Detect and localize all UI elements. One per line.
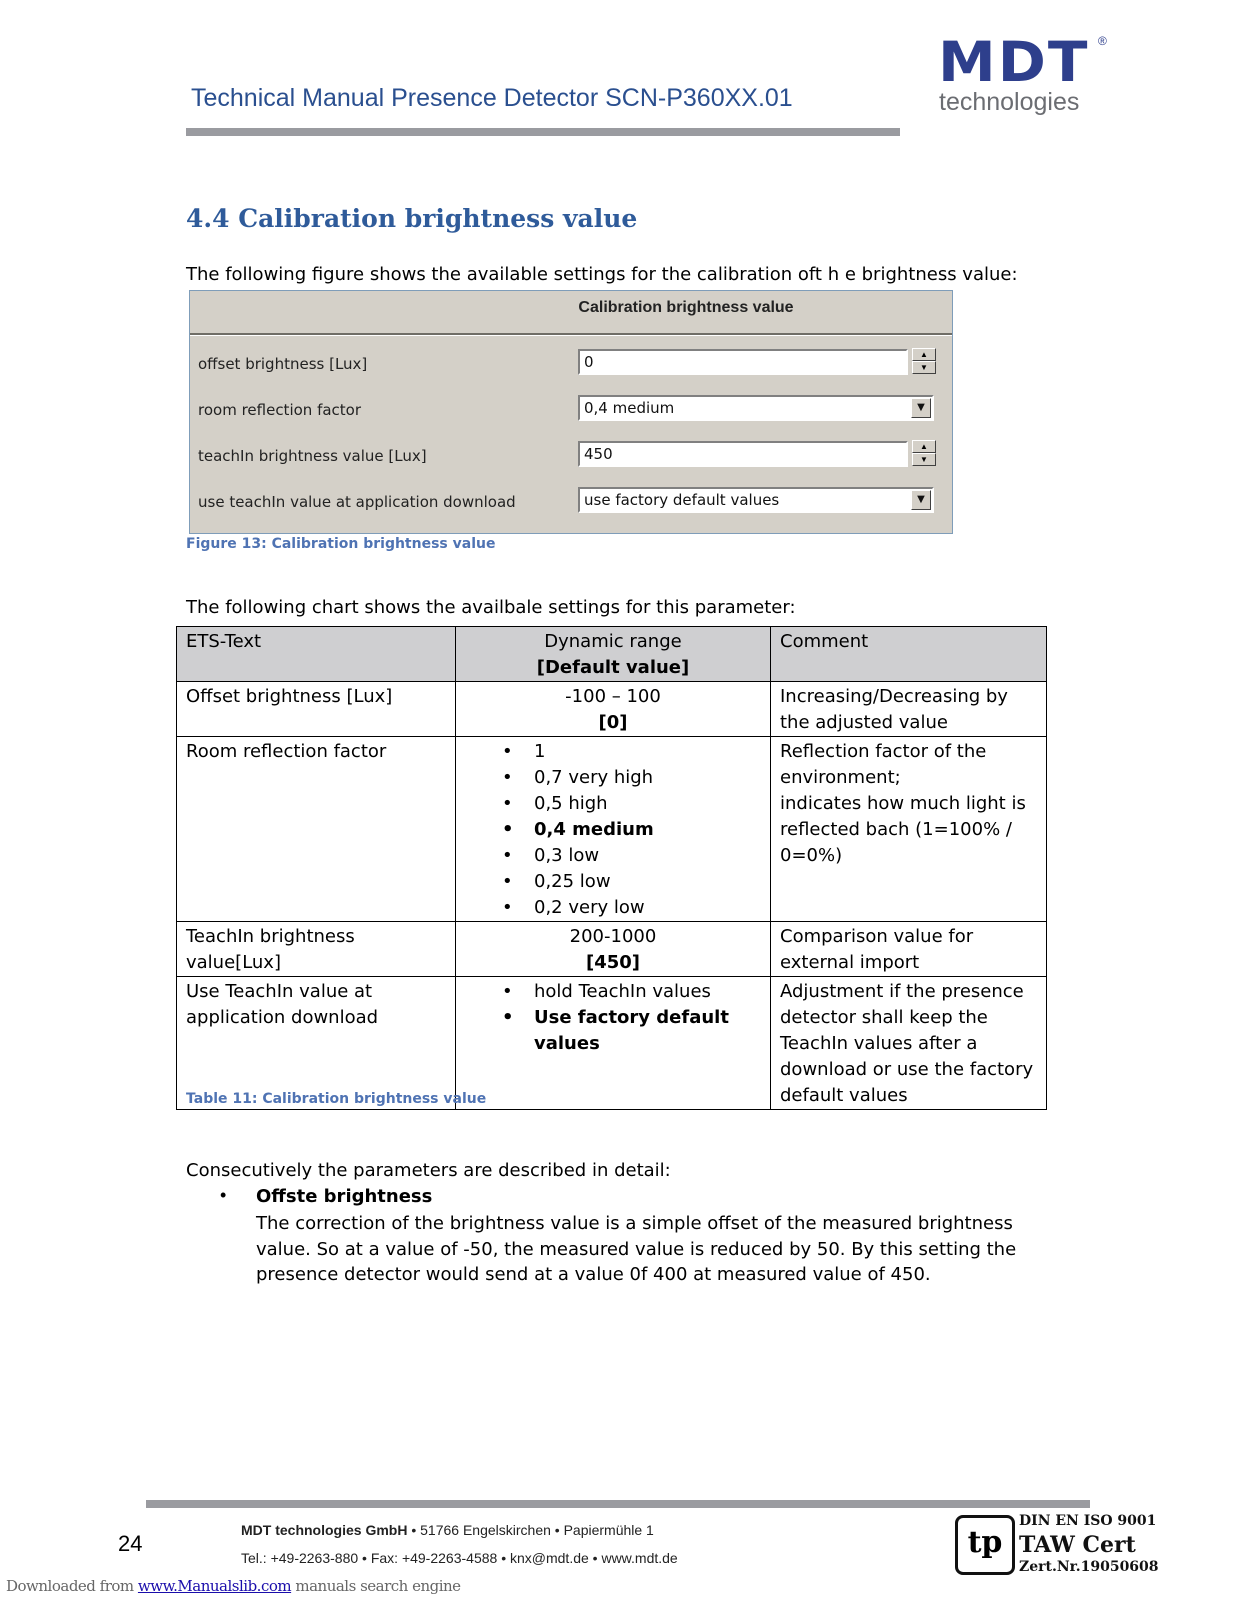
header-default-value-label: [Default value] — [536, 657, 690, 678]
header-rule — [186, 128, 900, 136]
teachin-brightness-input[interactable]: 450 — [578, 441, 908, 467]
ets-parameter-dialog — [189, 290, 953, 534]
list-item: • 0,25 low — [465, 869, 761, 895]
cert-standard: DIN EN ISO 9001 — [1019, 1513, 1157, 1529]
bullet-icon: • — [220, 1185, 227, 1205]
header-ets-text: ETS-Text — [177, 627, 456, 682]
table-row — [177, 737, 1047, 922]
cell-comment — [771, 737, 1047, 922]
param-label-use-teachin: use teachIn value at application download — [198, 493, 516, 511]
offset-brightness-input[interactable]: 0 — [578, 349, 908, 375]
footer-contact: Tel.: +49-2263-880 • Fax: +49-2263-4588 • knx@mdt.de • www.mdt.de — [241, 1550, 678, 1566]
list-item-default: • Use factory default values — [465, 1005, 761, 1057]
list-item: • 0,5 high — [465, 791, 761, 817]
footer-rule — [146, 1500, 1090, 1508]
param-label-reflection: room reflection factor — [198, 401, 362, 419]
dialog-title: Calibration brightness value — [578, 299, 794, 316]
comment-line: indicates how much light is reflected bach (1=100% / 0=0%) — [780, 793, 1026, 866]
certification-badge — [955, 1513, 1159, 1579]
table-row — [177, 682, 1047, 737]
detail-item-heading: Offste brightness — [256, 1186, 433, 1207]
cell-range — [456, 922, 771, 977]
source-prefix: Downloaded from — [6, 1577, 138, 1595]
table-caption: Table 11: Calibration brightness value — [186, 1091, 487, 1107]
cell-range — [456, 682, 771, 737]
comment-line: Reflection factor of the environment; — [780, 741, 987, 788]
cell-comment: Adjustment if the presence detector shall keep the TeachIn values after a download or use the factory default values — [771, 977, 1047, 1110]
spin-up-icon[interactable]: ▲ — [912, 348, 936, 361]
default-value: [450] — [585, 952, 641, 973]
table-row — [177, 922, 1047, 977]
cert-issuer: TAW Cert — [1019, 1532, 1136, 1558]
range-value: -100 – 100 — [565, 686, 661, 707]
logo-registered-mark: ® — [1098, 34, 1107, 48]
page-number: 24 — [118, 1531, 143, 1556]
teachin-brightness-spinner[interactable] — [912, 440, 936, 468]
param-label-offset: offset brightness [Lux] — [198, 355, 368, 373]
list-item-default: • 0,4 medium — [465, 817, 761, 843]
logo-wordmark: MDT — [938, 29, 1090, 95]
cell-comment: Increasing/Decreasing by the adjusted value — [771, 682, 1047, 737]
cell-comment: Comparison value for external import — [771, 922, 1047, 977]
section-heading: 4.4 Calibration brightness value — [186, 204, 638, 233]
chevron-down-icon[interactable]: ▼ — [911, 398, 931, 418]
footer-address-text: • 51766 Engelskirchen • Papiermühle 1 — [407, 1522, 654, 1538]
detail-item-text: The correction of the brightness value is a simple offset of the measured brightness value. So at a value of -50, the measured value is reduced by 50. By this setting the presence detector would send at a value 0f 400 at measured value of 450. — [256, 1213, 1017, 1285]
dialog-separator — [190, 333, 952, 336]
table-row — [177, 977, 1047, 1110]
offset-brightness-spinner[interactable] — [912, 348, 936, 376]
use-teachin-select[interactable] — [578, 487, 934, 513]
param-label-teachin: teachIn brightness value [Lux] — [198, 447, 427, 465]
table-intro: The following chart shows the availbale settings for this parameter: — [186, 597, 796, 618]
header-dynamic-range-label: Dynamic range — [544, 631, 682, 652]
footer-address — [241, 1522, 654, 1538]
option-list — [465, 739, 761, 921]
source-note — [6, 1577, 461, 1595]
list-item: • 0,2 very low — [465, 895, 761, 921]
cell-range — [456, 977, 771, 1110]
use-teachin-value: use factory default values — [584, 491, 780, 509]
section-intro: The following figure shows the available settings for the calibration oft h e brightness value: — [186, 264, 1018, 285]
default-value: [0] — [598, 712, 628, 733]
header-dynamic-range — [456, 627, 771, 682]
figure-caption: Figure 13: Calibration brightness value — [186, 536, 496, 552]
cert-number: Zert.Nr.19050608 — [1019, 1559, 1159, 1575]
room-reflection-value: 0,4 medium — [584, 399, 675, 417]
cell-ets-text: Use TeachIn value at application download — [177, 977, 456, 1110]
chevron-down-icon[interactable]: ▼ — [911, 490, 931, 510]
tuv-cert-icon: tp — [955, 1515, 1015, 1575]
header-comment: Comment — [771, 627, 1047, 682]
mdt-logo — [938, 29, 1108, 120]
cell-ets-text: Offset brightness [Lux] — [177, 682, 456, 737]
list-item: • 1 — [465, 739, 761, 765]
spin-up-icon[interactable]: ▲ — [912, 440, 936, 453]
list-item: • hold TeachIn values — [465, 979, 761, 1005]
settings-table — [176, 626, 1047, 1110]
logo-subtitle: technologies — [939, 88, 1080, 116]
cell-range — [456, 737, 771, 922]
cell-ets-text: TeachIn brightness value[Lux] — [177, 922, 456, 977]
footer-company: MDT technologies GmbH — [241, 1522, 408, 1538]
option-list — [465, 979, 761, 1057]
cell-ets-text: Room reflection factor — [177, 737, 456, 922]
spin-down-icon[interactable]: ▼ — [912, 453, 936, 466]
list-item: • 0,7 very high — [465, 765, 761, 791]
range-value: 200-1000 — [569, 926, 657, 947]
spin-down-icon[interactable]: ▼ — [912, 361, 936, 374]
manualslib-link[interactable]: www.Manualslib.com — [137, 1577, 292, 1595]
detail-intro: Consecutively the parameters are described in detail: — [186, 1160, 671, 1181]
document-title: Technical Manual Presence Detector SCN-P360XX.01 — [191, 84, 793, 112]
source-suffix: manuals search engine — [291, 1577, 461, 1595]
table-header-row — [177, 627, 1047, 682]
room-reflection-select[interactable] — [578, 395, 934, 421]
list-item: • 0,3 low — [465, 843, 761, 869]
